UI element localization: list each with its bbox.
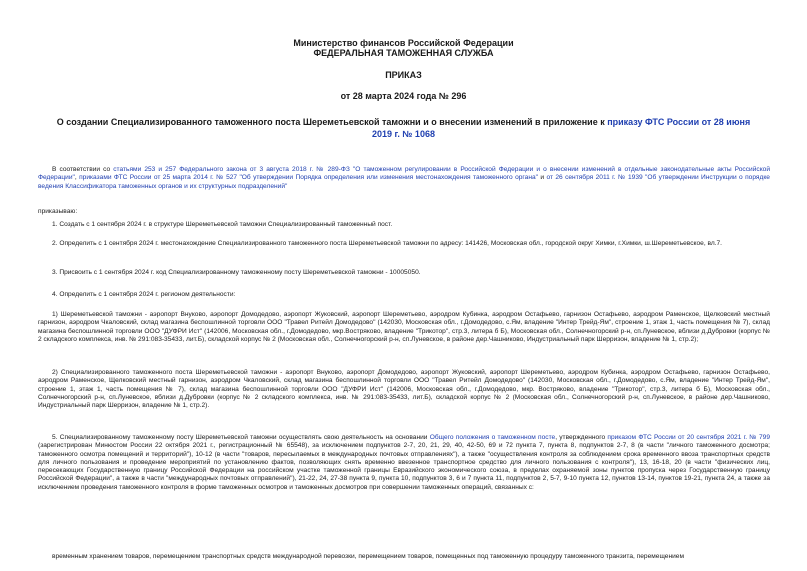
title-text: О создании Специализированного таможенного поста Шереметьевской таможни и о внесении изменений в приложение к — [56, 117, 608, 127]
preamble-text-3: и — [538, 174, 547, 182]
link-order-527[interactable]: приказами ФТС России от 25 марта 2014 г. № 527 "Об утверждении Порядка определения или изменения местонахождения таможенного органа" — [79, 174, 538, 182]
doc-type-heading: ПРИКАЗ — [385, 70, 422, 80]
service-heading: ФЕДЕРАЛЬНАЯ ТАМОЖЕННАЯ СЛУЖБА — [313, 48, 494, 58]
item-3: 3. Присвоить с 1 сентября 2024 г. код Специализированному таможенному посту Шереметьевской таможни - 10005050. — [52, 269, 421, 276]
order-word: приказываю: — [38, 208, 78, 215]
preamble-paragraph — [38, 166, 770, 191]
item-5-text-2: , утвержденного — [555, 434, 608, 441]
item-2: 2. Определить с 1 сентября 2024 г. местонахождение Специализированного таможенного поста Шереметьевской таможни по адресу: 141426, Московская обл., городской округ Химки, г.Химки, ш.Шереметьевское, вл.7. — [52, 240, 723, 247]
preamble-text-2: , — [74, 174, 80, 182]
item-1: 1. Создать с 1 сентября 2024 г. в структуре Шереметьевской таможни Специализированный таможенный пост. — [52, 221, 393, 228]
link-order-799[interactable]: приказом ФТС России от 20 сентября 2021 г. № 799 — [607, 434, 770, 441]
item-4-2: 2) Специализированного таможенного поста Шереметьевской таможни - аэропорт Внуково, аэропорт Домодедово, аэропорт Жуковский, аэропорт Шереметьево, аэродром Кубинка, аэродром Остафьево, гарнизон Остафьево, аэродром Раменское, Щелковский местный гарнизон, аэродром Чкаловский, склад магазина беспошлинной торговли ООО "Травел Ритейл Домодедово" (142030, Московская обл., г.Домодедово, с.Ям, владение "Интер Трейд-Ям", строение 1, этаж 1, часть помещения № 7), склад магазина беспошлинной торговли ООО "ДУФРИ Ист" (142006, Московская обл., г.Домодедово, мкр. Востряково, владение "Трикотор", стр.3, литера б Б), Московская обл., Солнечногорский р-н, сп.Луневское, вблизи д.Дубровки (корпус № 2 складского комплекса, инв. № 291:083-35433, лит.Б), складской корпус № 2 (Московская обл., Солнечногорский р-н, сп.Луневское, в районе дер.Чашниково, Индустриальный парк Шерризон, владение № 1, стр.2). — [38, 369, 770, 410]
date-number-heading: от 28 марта 2024 года № 296 — [340, 91, 467, 101]
link-federal-law-289[interactable]: статьями 253 и 257 Федерального закона от 3 августа 2018 г. № 289-ФЗ "О таможенном регулировании в Российской Федерации и о внесении изменений в отдельные законодательные акты Российской Федерации" — [38, 166, 771, 182]
ministry-heading: Министерство финансов Российской Федерации — [293, 38, 514, 48]
item-5-continuation: временным хранением товаров, перемещением транспортных средств международной перевозки, перемещением товаров, помещенных под таможенную процедуру таможенного транзита, перемещением — [52, 553, 684, 560]
item-4-1: 1) Шереметьевской таможни - аэропорт Внуково, аэропорт Домодедово, аэропорт Жуковский, аэропорт Шереметьево, аэродром Кубинка, аэродром Остафьево, гарнизон Остафьево, аэродром Раменское, Щелковский местный гарнизон, аэродром Чкаловский, склад магазина беспошлинной торговли ООО "Травел Ритейл Домодедово" (142030, Московская обл., г.Домодедово, с.Ям, владение "Интер Трейд-Ям", строение 1, этаж 1, часть помещения № 7), склад магазина беспошлинной торговли ООО "ДУФРИ Ист" (142006, Московская обл., г.Домодедово, мкр.Востряково, владение "Трикотор", стр.3, литера б Б), Московская обл., Солнечногорский р-н, сп.Луневское, вблизи д.Дубровки (корпус № 2 складского комплекса, инв. № 291:083-35433, лит.Б), складской корпус № 2 (Московская обл., Солнечногорский р-н, сп.Луневское, в районе дер.Чашниково, Индустриальный парк Шерризон, владение № 1, стр.2); — [38, 311, 770, 343]
item-5 — [38, 434, 770, 492]
link-order-1939[interactable]: от 26 сентября 2011 г. № 1939 "Об утверждении Инструкции о порядке ведения Классификатора таможенных органов и их структурных подразделений" — [38, 174, 770, 190]
document-title — [50, 116, 757, 140]
link-general-provision-customs-post[interactable]: Общего положения о таможенном посте — [429, 434, 556, 441]
title-link-order-1068[interactable]: приказу ФТС России от 28 июня 2019 г. № 1068 — [372, 117, 751, 139]
item-5-text-3: (зарегистрирован Минюстом России 22 октября 2021 г., регистрационный № 65548), за исключением подпунктов 2-7, 20, 21, 29, 40, 42-50, 69 и 72 пункта 7, пункта 8, подпунктов 2-7, 8 (в части "личного таможенного досмотра; таможенного осмотра помещений и территорий"), 10-12 (в части "товаров, пересылаемых в международных почтовых отправлениях"), а также "осуществления контроля за соблюдением срока временного ввоза транспортных средств для личного пользования и проведение мероприятий по установлению фактов, позволяющих снять временно ввезенное транспортное средство для личного пользования с контроля"), 13, 16-18, 20 (в части "физических лиц, пересекающих Государственную границу Российской Федерации на российском участке таможенной границы Евразийского экономического союза, в пределах охраняемой зоны пунктов пропуска через Государственную границу Российской Федерации", а также в части "международных почтовых отправлений"), 21-22, 24, 27-38 пункта 9, пункта 10, подпунктов 3, 6 и 7 пункта 11, подпунктов 2, 5-7, 9-10 пункта 12, пунктов 13-14, пунктов 19-21, пункта 24, а также за исключением проведения таможенного контроля в форме таможенных осмотров и таможенных досмотров при совершении таможенных операций, связанных с: — [38, 442, 770, 491]
preamble-text-1: В соответствии со — [52, 166, 114, 173]
item-5-text-1: 5. Специализированному таможенному посту Шереметьевской таможни осуществлять свою деятельность на основании — [52, 434, 430, 441]
item-4: 4. Определить с 1 сентября 2024 г. регионом деятельности: — [52, 291, 236, 298]
